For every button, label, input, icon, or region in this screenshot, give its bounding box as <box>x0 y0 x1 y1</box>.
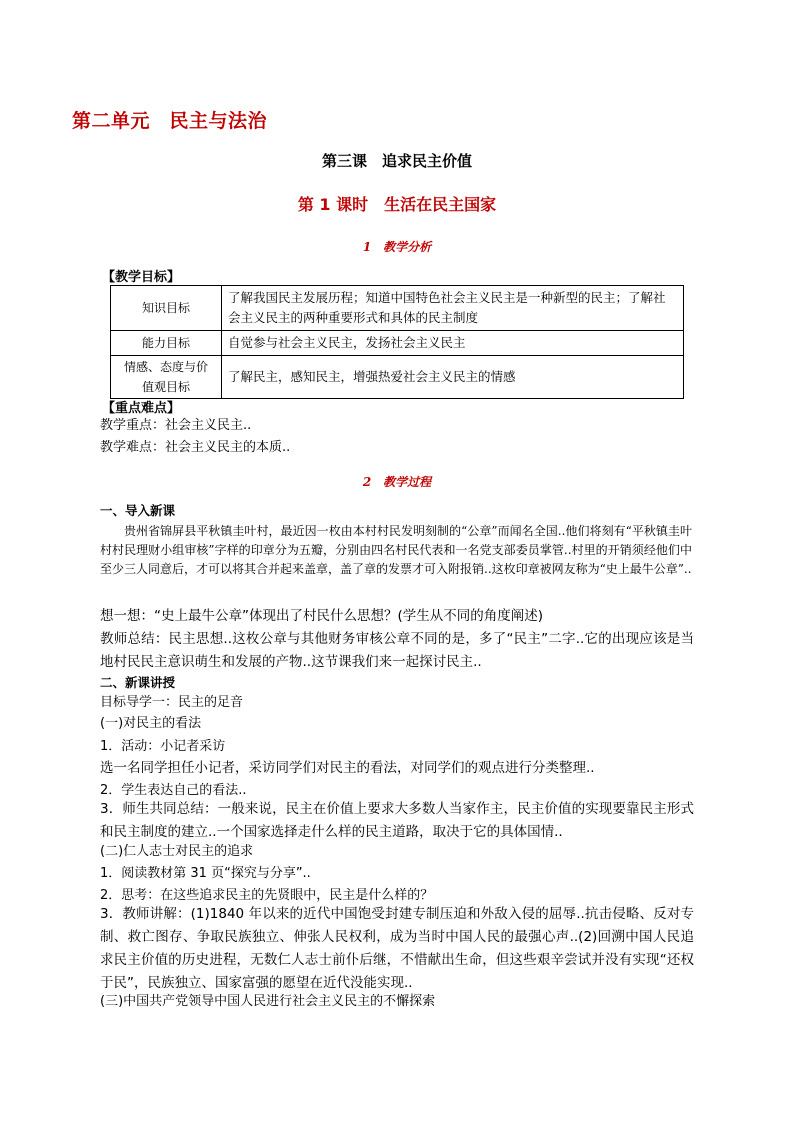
table-row <box>111 331 684 356</box>
goal-text: 自觉参与社会主义民主，发扬社会主义民主 <box>222 331 684 356</box>
goal-text: 了解我国民主发展历程；知道中国特色社会主义民主是一种新型的民主；了解社会主义民主的两种重要形式和具体的民主制度 <box>222 286 684 331</box>
sub-heading-3: (三)中国共产党领导中国人民进行社会主义民主的不懈探索 <box>100 994 436 1009</box>
goal-text: 了解民主，感知民主，增强热爱社会主义民主的情感 <box>222 356 684 399</box>
think-question: 想一想：“史上最牛公章”体现出了村民什么思想？(学生从不同的角度阐述) <box>100 608 544 624</box>
activity-1: 1．活动：小记者采访 <box>100 739 226 754</box>
intro-story: 贵州省锦屏县平秋镇圭叶村，最近因一枚由本村村民发明刻制的“公章”而闻名全国..他们将刻有“平秋镇圭叶村村民理财小组审核”字样的印章分为五瓣，分别由四名村民代表和一名党支部委员掌管..村里的开销须经他们中至少三人同意后，才可以将其合并起来盖章，盖了章的发票才可入附报销..这枚印章被网友称为“史上最牛公章”.. <box>100 524 692 576</box>
part2-title: 二、新课讲授 <box>100 675 176 690</box>
table-row <box>111 356 684 399</box>
activity-2: 2．学生表达自己的看法.. <box>100 783 247 798</box>
guide-one: 目标导学一：民主的足音 <box>100 695 244 710</box>
difficult-point: 教学难点：社会主义民主的本质.. <box>100 440 291 455</box>
goal-label: 知识目标 <box>111 286 222 331</box>
key-points-heading: 【重点难点】 <box>102 401 181 416</box>
teacher-summary: 教师总结：民主思想..这枚公章与其他财务审核公章不同的是，多了“民主”二字..它的出现应该是当地村民民主意识萌生和发展的产物..这节课我们来一起探讨民主.. <box>100 631 694 670</box>
section-heading-analysis: 1 教学分析 <box>362 240 432 254</box>
sub-heading-1: (一)对民主的看法 <box>100 716 202 731</box>
teacher-explanation: 3．教师讲解：(1)1840 年以来的近代中国饱受封建专制压迫和外敌入侵的屈辱..抗击侵略、反对专制、救亡图存、争取民族独立、伸张人民权利，成为当时中国人民的最强心声..(2)回溯中国人民追求民主价值的历史进程，无数仁人志士前仆后继，不惜献出生命，但这些艰辛尝试并没有实现“还权于民”，民族独立、国家富强的愿望在近代没能实现.. <box>100 906 694 991</box>
goal-label: 情感、态度与价值观目标 <box>111 356 222 399</box>
key-point: 教学重点：社会主义民主.. <box>100 418 252 433</box>
goals-table <box>110 285 684 399</box>
lesson-title: 第三课 追求民主价值 <box>321 152 472 170</box>
table-row <box>111 286 684 331</box>
activity-1-desc: 选一名同学担任小记者，采访同学们对民主的看法，对同学们的观点进行分类整理.. <box>100 760 595 776</box>
think-question-2: 2．思考：在这些追求民主的先贤眼中，民主是什么样的？ <box>100 888 434 903</box>
unit-title: 第二单元 民主与法治 <box>72 110 268 132</box>
goal-label: 能力目标 <box>111 331 222 356</box>
part1-title: 一、导入新课 <box>100 503 176 518</box>
activity-3: 3．师生共同总结：一般来说，民主在价值上要求大多数人当家作主，民主价值的实现要靠民主形式和民主制度的建立..一个国家选择走什么样的民主道路，取决于它的具体国情.. <box>100 801 694 840</box>
period-title: 第 1 课时 生活在民主国家 <box>297 195 497 214</box>
sub-heading-2: (二)仁人志士对民主的追求 <box>100 844 254 859</box>
section-heading-process: 2 教学过程 <box>362 475 432 489</box>
goals-heading: 【教学目标】 <box>102 270 181 285</box>
read-instruction: 1．阅读教材第 31 页“探究与分享”.. <box>100 866 311 881</box>
